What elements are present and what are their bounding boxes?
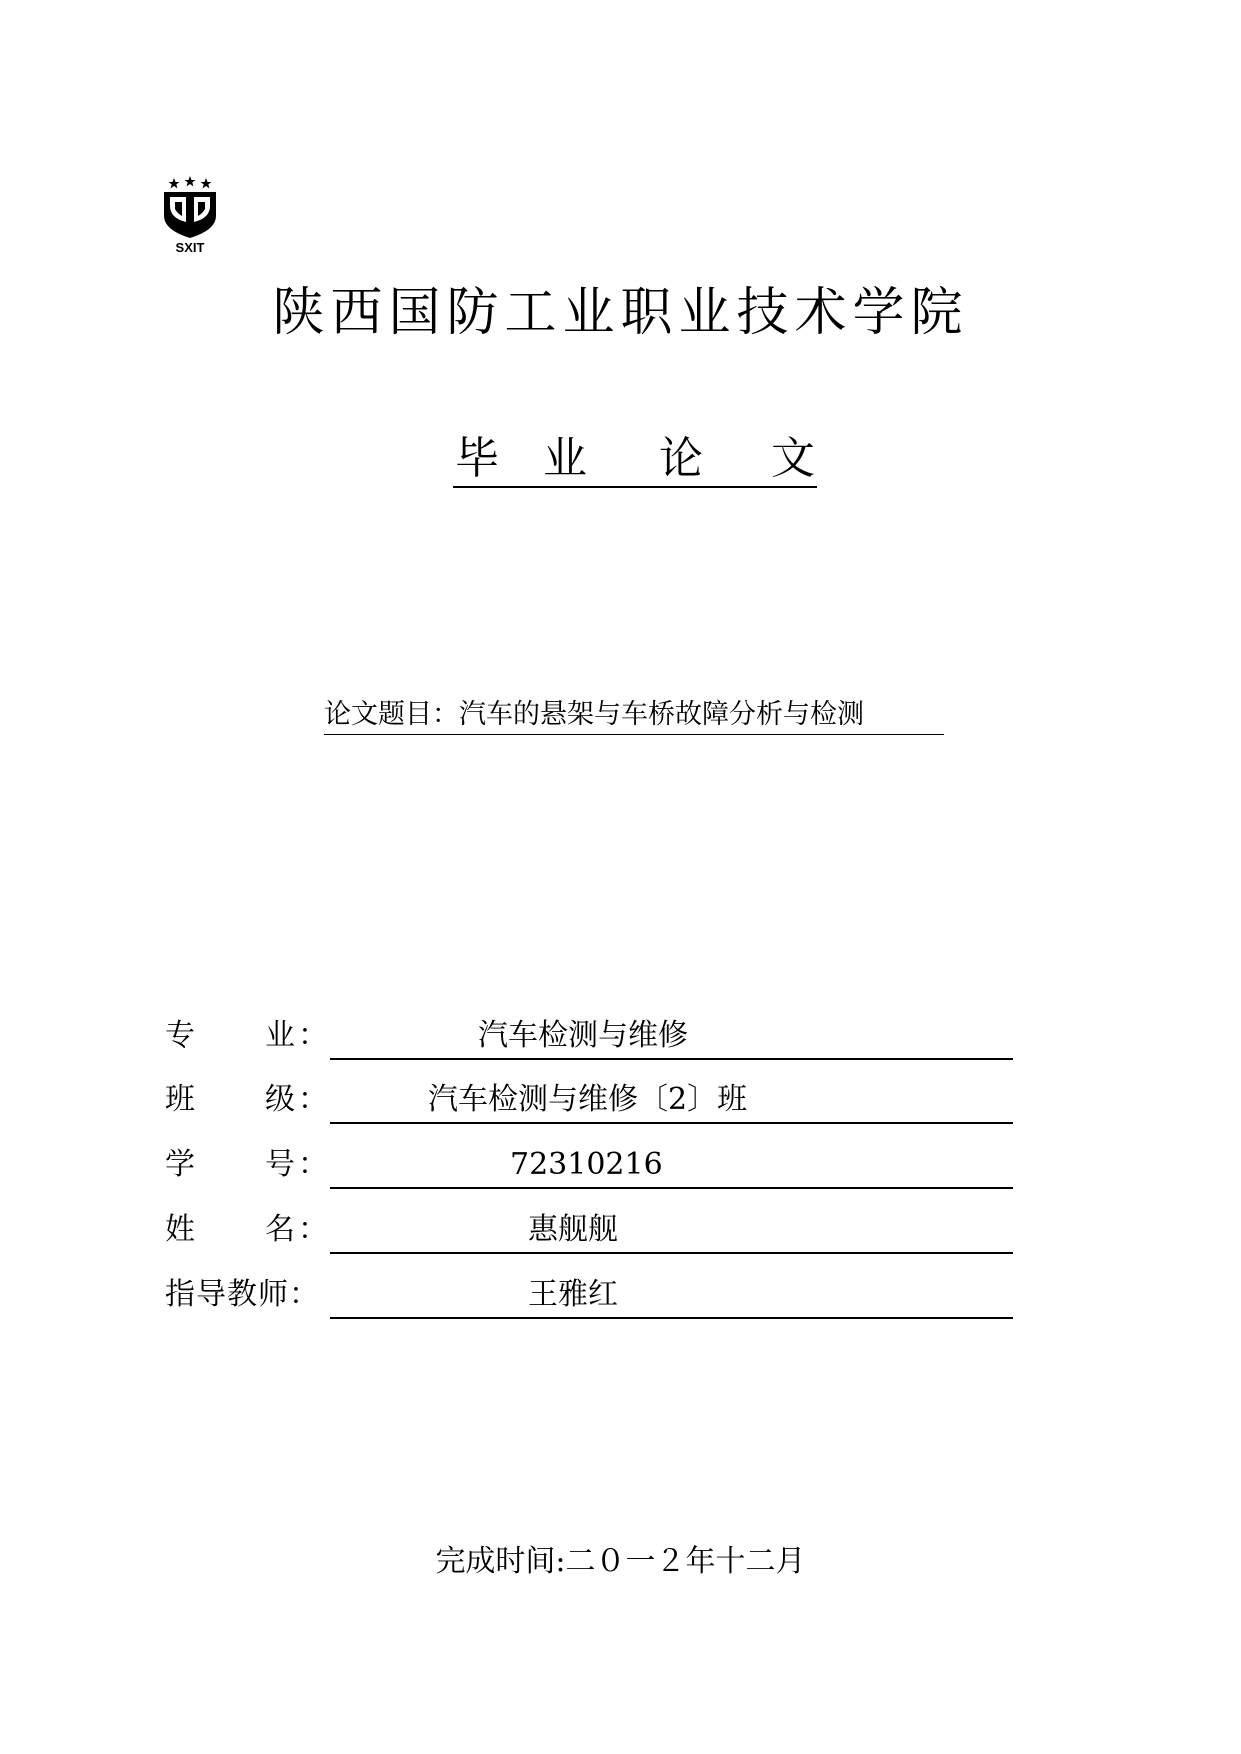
info-label-char: 学 bbox=[165, 1147, 195, 1182]
school-logo bbox=[160, 176, 220, 254]
info-label-colon: ： bbox=[298, 1212, 328, 1247]
info-value-line bbox=[330, 1078, 1013, 1124]
info-row-class bbox=[165, 1078, 1015, 1122]
info-value-advisor: 王雅红 bbox=[528, 1277, 618, 1312]
info-value-line bbox=[330, 1143, 1013, 1189]
info-label-char: 专 bbox=[165, 1018, 195, 1053]
info-label-char: 名 bbox=[265, 1212, 295, 1247]
info-value-student-id: 72310216 bbox=[510, 1147, 663, 1182]
logo-text: SXIT bbox=[175, 240, 205, 254]
info-value-name: 惠舰舰 bbox=[528, 1212, 618, 1247]
info-row-advisor bbox=[165, 1273, 1015, 1317]
completion-date: 完成时间:二０一２年十二月 bbox=[435, 1544, 806, 1579]
info-label-colon: ： bbox=[298, 1018, 328, 1053]
info-label-major bbox=[165, 1014, 330, 1058]
thesis-title: 论文题目：汽车的悬架与车桥故障分析与检测 bbox=[324, 696, 944, 735]
info-row-student-id bbox=[165, 1143, 1015, 1187]
info-value-line bbox=[330, 1208, 1013, 1254]
info-label-colon: ： bbox=[298, 1082, 328, 1117]
info-label-char: 班 bbox=[165, 1082, 195, 1117]
info-label-name bbox=[165, 1208, 330, 1252]
info-label-advisor: 指导教师： bbox=[165, 1277, 320, 1312]
info-value-line bbox=[330, 1273, 1013, 1319]
info-value-line bbox=[330, 1014, 1013, 1060]
document-type-char: 文 bbox=[771, 433, 815, 484]
info-label-char: 号 bbox=[265, 1147, 295, 1182]
school-shield-logo-icon bbox=[160, 176, 220, 254]
info-label-student-id bbox=[165, 1143, 330, 1187]
info-label-colon: ： bbox=[298, 1147, 328, 1182]
info-label-class bbox=[165, 1078, 330, 1122]
document-type-char: 论 bbox=[659, 433, 703, 484]
info-value-major: 汽车检测与维修 bbox=[478, 1018, 688, 1053]
info-value-class: 汽车检测与维修〔2〕班 bbox=[428, 1082, 748, 1117]
school-name: 陕西国防工业职业技术学院 bbox=[272, 283, 969, 343]
info-label-char: 业 bbox=[265, 1018, 295, 1053]
info-row-major bbox=[165, 1014, 1015, 1058]
document-type-char: 业 bbox=[543, 433, 587, 484]
info-row-name bbox=[165, 1208, 1015, 1252]
document-type-char: 毕 bbox=[455, 433, 499, 484]
info-label-char: 姓 bbox=[165, 1212, 195, 1247]
info-label-char: 级 bbox=[265, 1082, 295, 1117]
document-type-title bbox=[453, 432, 817, 488]
